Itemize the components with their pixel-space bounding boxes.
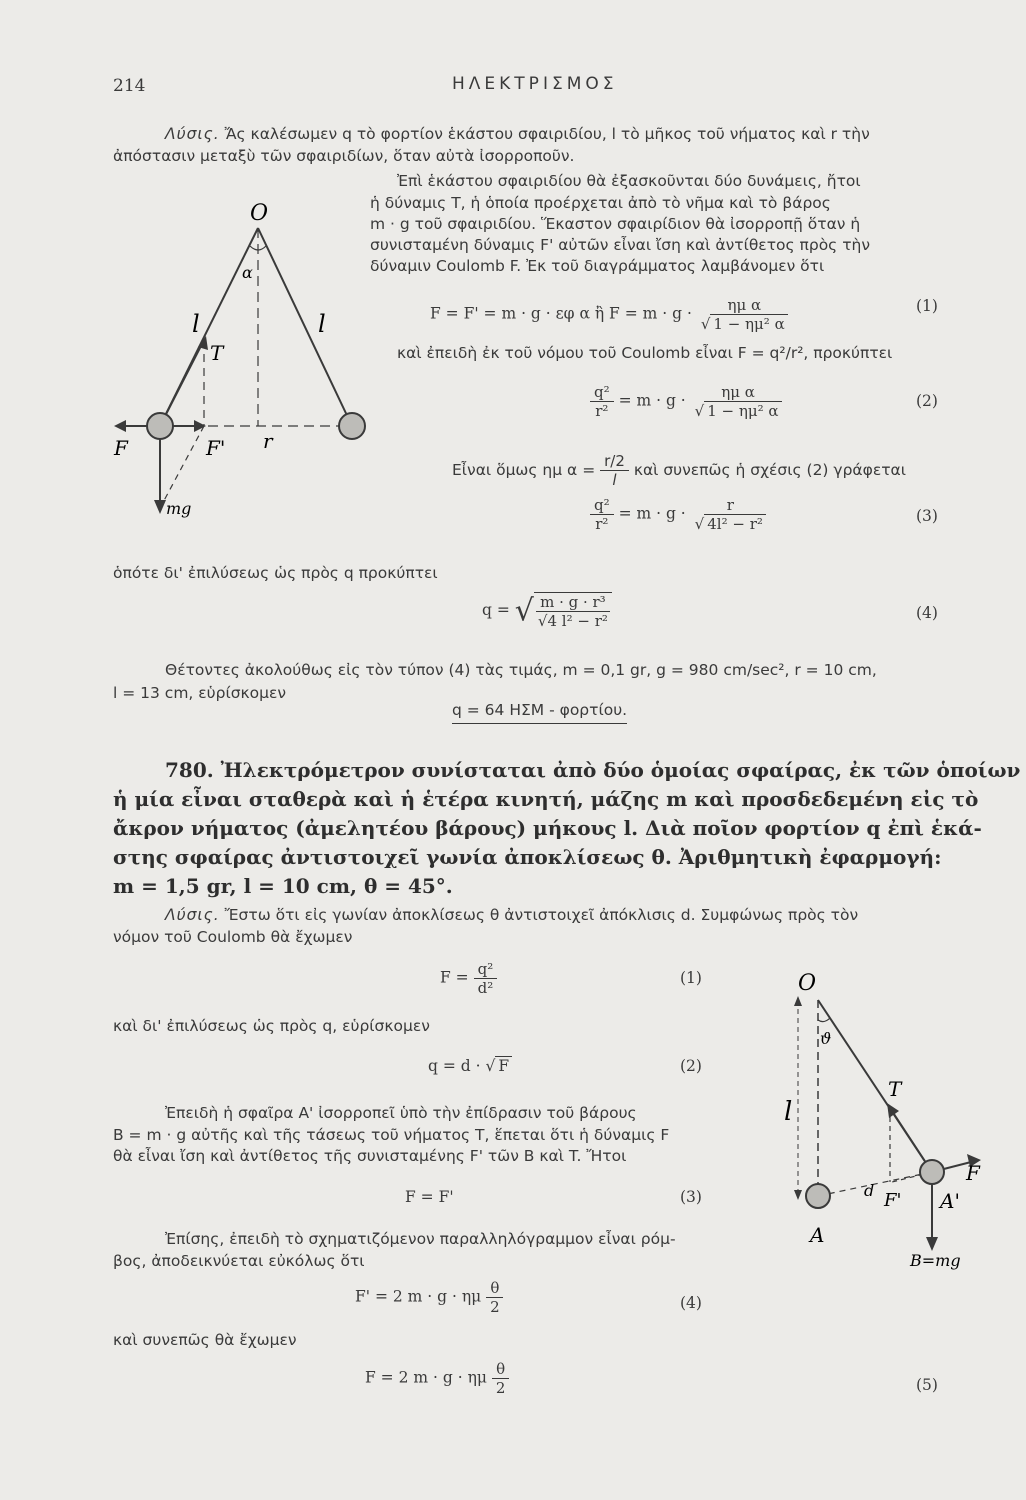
fig2-label-A: A — [810, 1223, 825, 1247]
s2-eq1-den: d² — [477, 979, 494, 997]
solve-for-q-line: ὁπότε δι' ἐπιλύσεως ὡς πρὸς q προκύπτει — [113, 564, 438, 582]
equation-4-lhs: q = — [482, 601, 510, 619]
fig2-label-F: F — [966, 1161, 980, 1185]
s2-eq5-den: 2 — [495, 1379, 506, 1397]
pendulum-diagram-1 — [100, 190, 390, 530]
since-denominator: l — [612, 471, 617, 489]
fig2-label-O: O — [798, 971, 817, 996]
problem-780-line-5: m = 1,5 gr, l = 10 cm, θ = 45°. — [113, 874, 453, 898]
solution-2-intro-text: Ἔστω ὅτι εἰς γωνίαν ἀποκλίσεως θ ἀντιστοιχεῖ ἀπόκλισις d. Συμφώνως πρὸς τὸν — [224, 906, 859, 924]
solution-2-equation-2: q = d · √ F — [428, 1056, 512, 1077]
equation-4-fraction — [534, 592, 612, 630]
values-line-1: Θέτοντες ἀκολούθως εἰς τὸν τύπον (4) τὰς τιμάς, m = 0,1 gr, g = 980 cm/sec², r = 10 cm, — [165, 661, 877, 679]
solution-2-intro-line-2: νόμον τοῦ Coulomb θὰ ἔχωμεν — [113, 928, 353, 946]
weight-arrowhead — [154, 500, 166, 514]
s2-equation-5-number: (5) — [916, 1376, 938, 1394]
equation-1-fraction: $\frac{\text{ημ α}}{\text{√ 1 − ημ² α}}$ — [697, 296, 792, 333]
equation-2-lhs-num: q² — [590, 383, 614, 402]
tension-arrow — [160, 340, 204, 426]
equation-2-rhs-den: 1 − ημ² α — [704, 401, 781, 420]
left-sphere — [147, 413, 173, 439]
coulomb-law-line: καὶ ἐπειδὴ ἐκ τοῦ νόμου τοῦ Coulomb εἶναι F = q²/r², προκύπτει — [397, 344, 893, 362]
s2-equation-2-number: (2) — [680, 1057, 702, 1075]
equation-3-lhs-den: r² — [595, 515, 609, 533]
right-sphere — [339, 413, 365, 439]
therefore-line: καὶ συνεπῶς θὰ ἔχωμεν — [113, 1331, 297, 1349]
label-alpha: α — [242, 263, 253, 282]
equation-3-lhs-num: q² — [590, 496, 614, 515]
solution-2-equation-5 — [365, 1360, 509, 1397]
equation-2-rhs-num: ημ α — [717, 383, 759, 402]
tension-arrowhead — [887, 1103, 899, 1118]
fig2-label-d: d — [864, 1181, 875, 1200]
solution-2-para-line-4: Ἐπίσης, ἐπειδὴ τὸ σχηματιζόμενον παραλληλόγραμμον εἶναι ρόμ- — [165, 1230, 676, 1248]
solution-2-equation-4 — [355, 1279, 504, 1316]
label-F: F — [114, 436, 128, 460]
label-l-left: l — [192, 310, 200, 338]
s2-eq1-fraction — [474, 960, 498, 997]
equation-1-denominator: 1 − ημ² α — [710, 314, 787, 333]
solution-1-para-line-1: Ἐπὶ ἑκάστου σφαιριδίου θὰ ἐξασκοῦνται δύο δυνάμεις, ἤτοι — [397, 172, 861, 190]
s2-eq4-lhs: F' = 2 m · g · ημ — [355, 1287, 482, 1306]
movable-sphere-A-prime — [920, 1160, 944, 1184]
equation-3-rhs-num: r — [723, 496, 738, 515]
deflection-line — [818, 1172, 932, 1196]
label-O: O — [250, 201, 269, 226]
values-line-2: l = 13 cm, εὑρίσκομεν — [113, 684, 287, 702]
problem-780-line-1: 780. Ἠλεκτρόμετρον συνίσταται ἀπὸ δύο ὁμοίας σφαίρας, ἐκ τῶν ὁποίων — [165, 758, 1021, 782]
solution-2-equation-1 — [440, 960, 497, 997]
s2-eq4-num: θ — [486, 1279, 503, 1298]
s2-eq2-lhs: q = d · — [428, 1057, 481, 1075]
equation-3 — [590, 496, 770, 533]
fig2-label-B: B=mg — [910, 1251, 961, 1270]
since-fraction — [600, 452, 629, 489]
equation-4-numerator: m · g · r³ — [536, 593, 610, 612]
since-post: καὶ συνεπῶς ἡ σχέσις (2) γράφεται — [633, 461, 907, 479]
dimension-arrow-top — [794, 996, 802, 1006]
running-title: ΗΛΕΚΤΡΙΣΜΟΣ — [452, 74, 618, 94]
fig2-label-theta: ϑ — [820, 1029, 832, 1048]
label-mg: mg — [166, 499, 192, 518]
solution-2-para-line-3: θὰ εἶναι ἴση καὶ ἀντίθετος τῆς συνισταμένης F' τῶν B καὶ T. Ἤτοι — [113, 1147, 627, 1165]
s2-equation-3-number: (3) — [680, 1188, 702, 1206]
s2-eq4-den: 2 — [490, 1298, 500, 1316]
problem-780-line-3: ἄκρον νήματος (ἀμελητέου βάρους) μήκους l. Διὰ ποῖον φορτίον q ἐπὶ ἑκά- — [113, 816, 982, 840]
equation-4: q = √ $\frac{\text{m · g · r³}}{\text{√4 l² − r²}}$ — [482, 592, 612, 630]
equation-1-numerator: ημ α — [723, 296, 765, 315]
solution-1-para-line-5: δύναμιν Coulomb F. Ἐκ τοῦ διαγράμματος λαμβάνομεν ὅτι — [370, 257, 825, 275]
weight-arrowhead — [926, 1237, 938, 1251]
solution-2-para-line-2: B = m · g αὐτῆς καὶ τῆς τάσεως τοῦ νήματος T, ἕπεται ὅτι ἡ δύναμις F — [113, 1126, 670, 1144]
solution-1-intro-line-2: ἀπόστασιν μεταξὺ τῶν σφαιριδίων, ὅταν αὐτὰ ἰσορροποῦν. — [113, 147, 575, 165]
coulomb-arrowhead — [114, 420, 126, 432]
label-r: r — [263, 429, 273, 453]
fixed-sphere-A — [806, 1184, 830, 1208]
problem-780-line-4: στης σφαίρας ἀντιστοιχεῖ γωνία ἀποκλίσεως θ. Ἀριθμητικὴ ἐφαρμογή: — [113, 845, 942, 869]
fig2-label-A-prime: A' — [940, 1189, 960, 1213]
s2-eq5-num: θ — [492, 1360, 509, 1379]
problem-780-line-2: ἡ μία εἶναι σταθερὰ καὶ ἡ ἑτέρα κινητή, μάζης m καὶ προσδεδεμένη εἰς τὸ — [113, 787, 979, 811]
solution-2-label: Λύσις. — [165, 906, 220, 924]
fig2-label-F-prime: F' — [884, 1190, 902, 1211]
solution-2-para-line-1: Ἐπειδὴ ἡ σφαῖρα A' ἰσορροπεῖ ὑπὸ τὴν ἐπίδρασιν τοῦ βάρους — [165, 1104, 637, 1122]
solution-1-para-line-4: συνισταμένη δύναμις F' αὐτῶν εἶναι ἴση καὶ ἀντίθετος πρὸς τὴν — [370, 236, 871, 254]
s2-eq1-lhs: F = — [440, 968, 469, 987]
equation-4-number: (4) — [916, 604, 938, 622]
label-T: T — [210, 341, 224, 365]
equation-3-middle: = m · g · — [618, 504, 686, 523]
fig2-label-l: l — [784, 1097, 793, 1127]
resultant-arrowhead — [194, 420, 206, 432]
equation-1 — [430, 296, 792, 333]
equation-1-number: (1) — [916, 297, 938, 315]
s2-eq5-lhs: F = 2 m · g · ημ — [365, 1368, 487, 1387]
s2-eq5-fraction — [492, 1360, 510, 1397]
solution-1-para-line-2: ἡ δύναμις T, ἡ ὁποία προέρχεται ἀπὸ τὸ νῆμα καὶ τὸ βάρος — [370, 194, 831, 212]
solution-1-intro-line-1 — [165, 124, 870, 145]
theta-arc — [818, 1018, 830, 1022]
equation-4-denominator: √4 l² − r² — [537, 612, 608, 630]
solution-1-para-line-3: m · g τοῦ σφαιριδίου. Ἕκαστον σφαιρίδιον θὰ ἰσορροπῇ ὅταν ἡ — [370, 215, 861, 233]
equation-2-lhs-fraction — [590, 383, 614, 420]
solution-2-solve-line: καὶ δι' ἐπιλύσεως ὡς πρὸς q, εὑρίσκομεν — [113, 1017, 430, 1035]
since-pre: Εἶναι ὅμως ημ α = — [452, 461, 596, 479]
solution-2-para-line-5: βος, ἀποδεικνύεται εὐκόλως ὅτι — [113, 1252, 365, 1270]
page-number: 214 — [113, 76, 146, 96]
s2-eq2-radicand: F — [495, 1056, 512, 1075]
label-l-right: l — [318, 310, 326, 338]
solution-label: Λύσις. — [165, 125, 220, 143]
label-F-prime: F' — [206, 436, 226, 460]
s2-equation-4-number: (4) — [680, 1294, 702, 1312]
solution-2-intro-line-1 — [165, 905, 858, 926]
solution-1-intro-text: Ἄς καλέσωμεν q τὸ φορτίον ἑκάστου σφαιριδίου, l τὸ μῆκος τοῦ νήματος καὶ r τὴν — [224, 125, 870, 143]
equation-2 — [590, 383, 786, 420]
right-string — [258, 228, 352, 426]
equation-3-rhs-den: 4l² − r² — [704, 514, 766, 533]
equation-1-lhs: F = F' = m · g · εφ α ἢ F = m · g · — [430, 304, 692, 323]
fig2-label-T: T — [888, 1077, 902, 1101]
solution-2-equation-3: F = F' — [405, 1188, 454, 1206]
result-q: q = 64 ΗΣΜ - φορτίου. — [452, 700, 627, 724]
s2-eq1-num: q² — [474, 960, 498, 979]
equation-3-lhs-fraction — [590, 496, 614, 533]
equation-2-number: (2) — [916, 392, 938, 410]
equation-2-middle: = m · g · — [618, 391, 686, 410]
s2-equation-1-number: (1) — [680, 969, 702, 987]
equation-3-number: (3) — [916, 507, 938, 525]
since-numerator: r/2 — [600, 452, 629, 471]
electrometer-diagram — [770, 960, 990, 1280]
equation-3-rhs-fraction: $\frac{r}{\text{√ 4l² − r²}}$ — [691, 496, 770, 533]
equation-2-lhs-den: r² — [595, 402, 609, 420]
equation-2-rhs-fraction: $\frac{\text{ημ α}}{\text{√ 1 − ημ² α}}$ — [691, 383, 786, 420]
s2-eq4-fraction — [486, 1279, 504, 1316]
dimension-arrow-bottom — [794, 1190, 802, 1200]
since-line — [452, 452, 906, 489]
